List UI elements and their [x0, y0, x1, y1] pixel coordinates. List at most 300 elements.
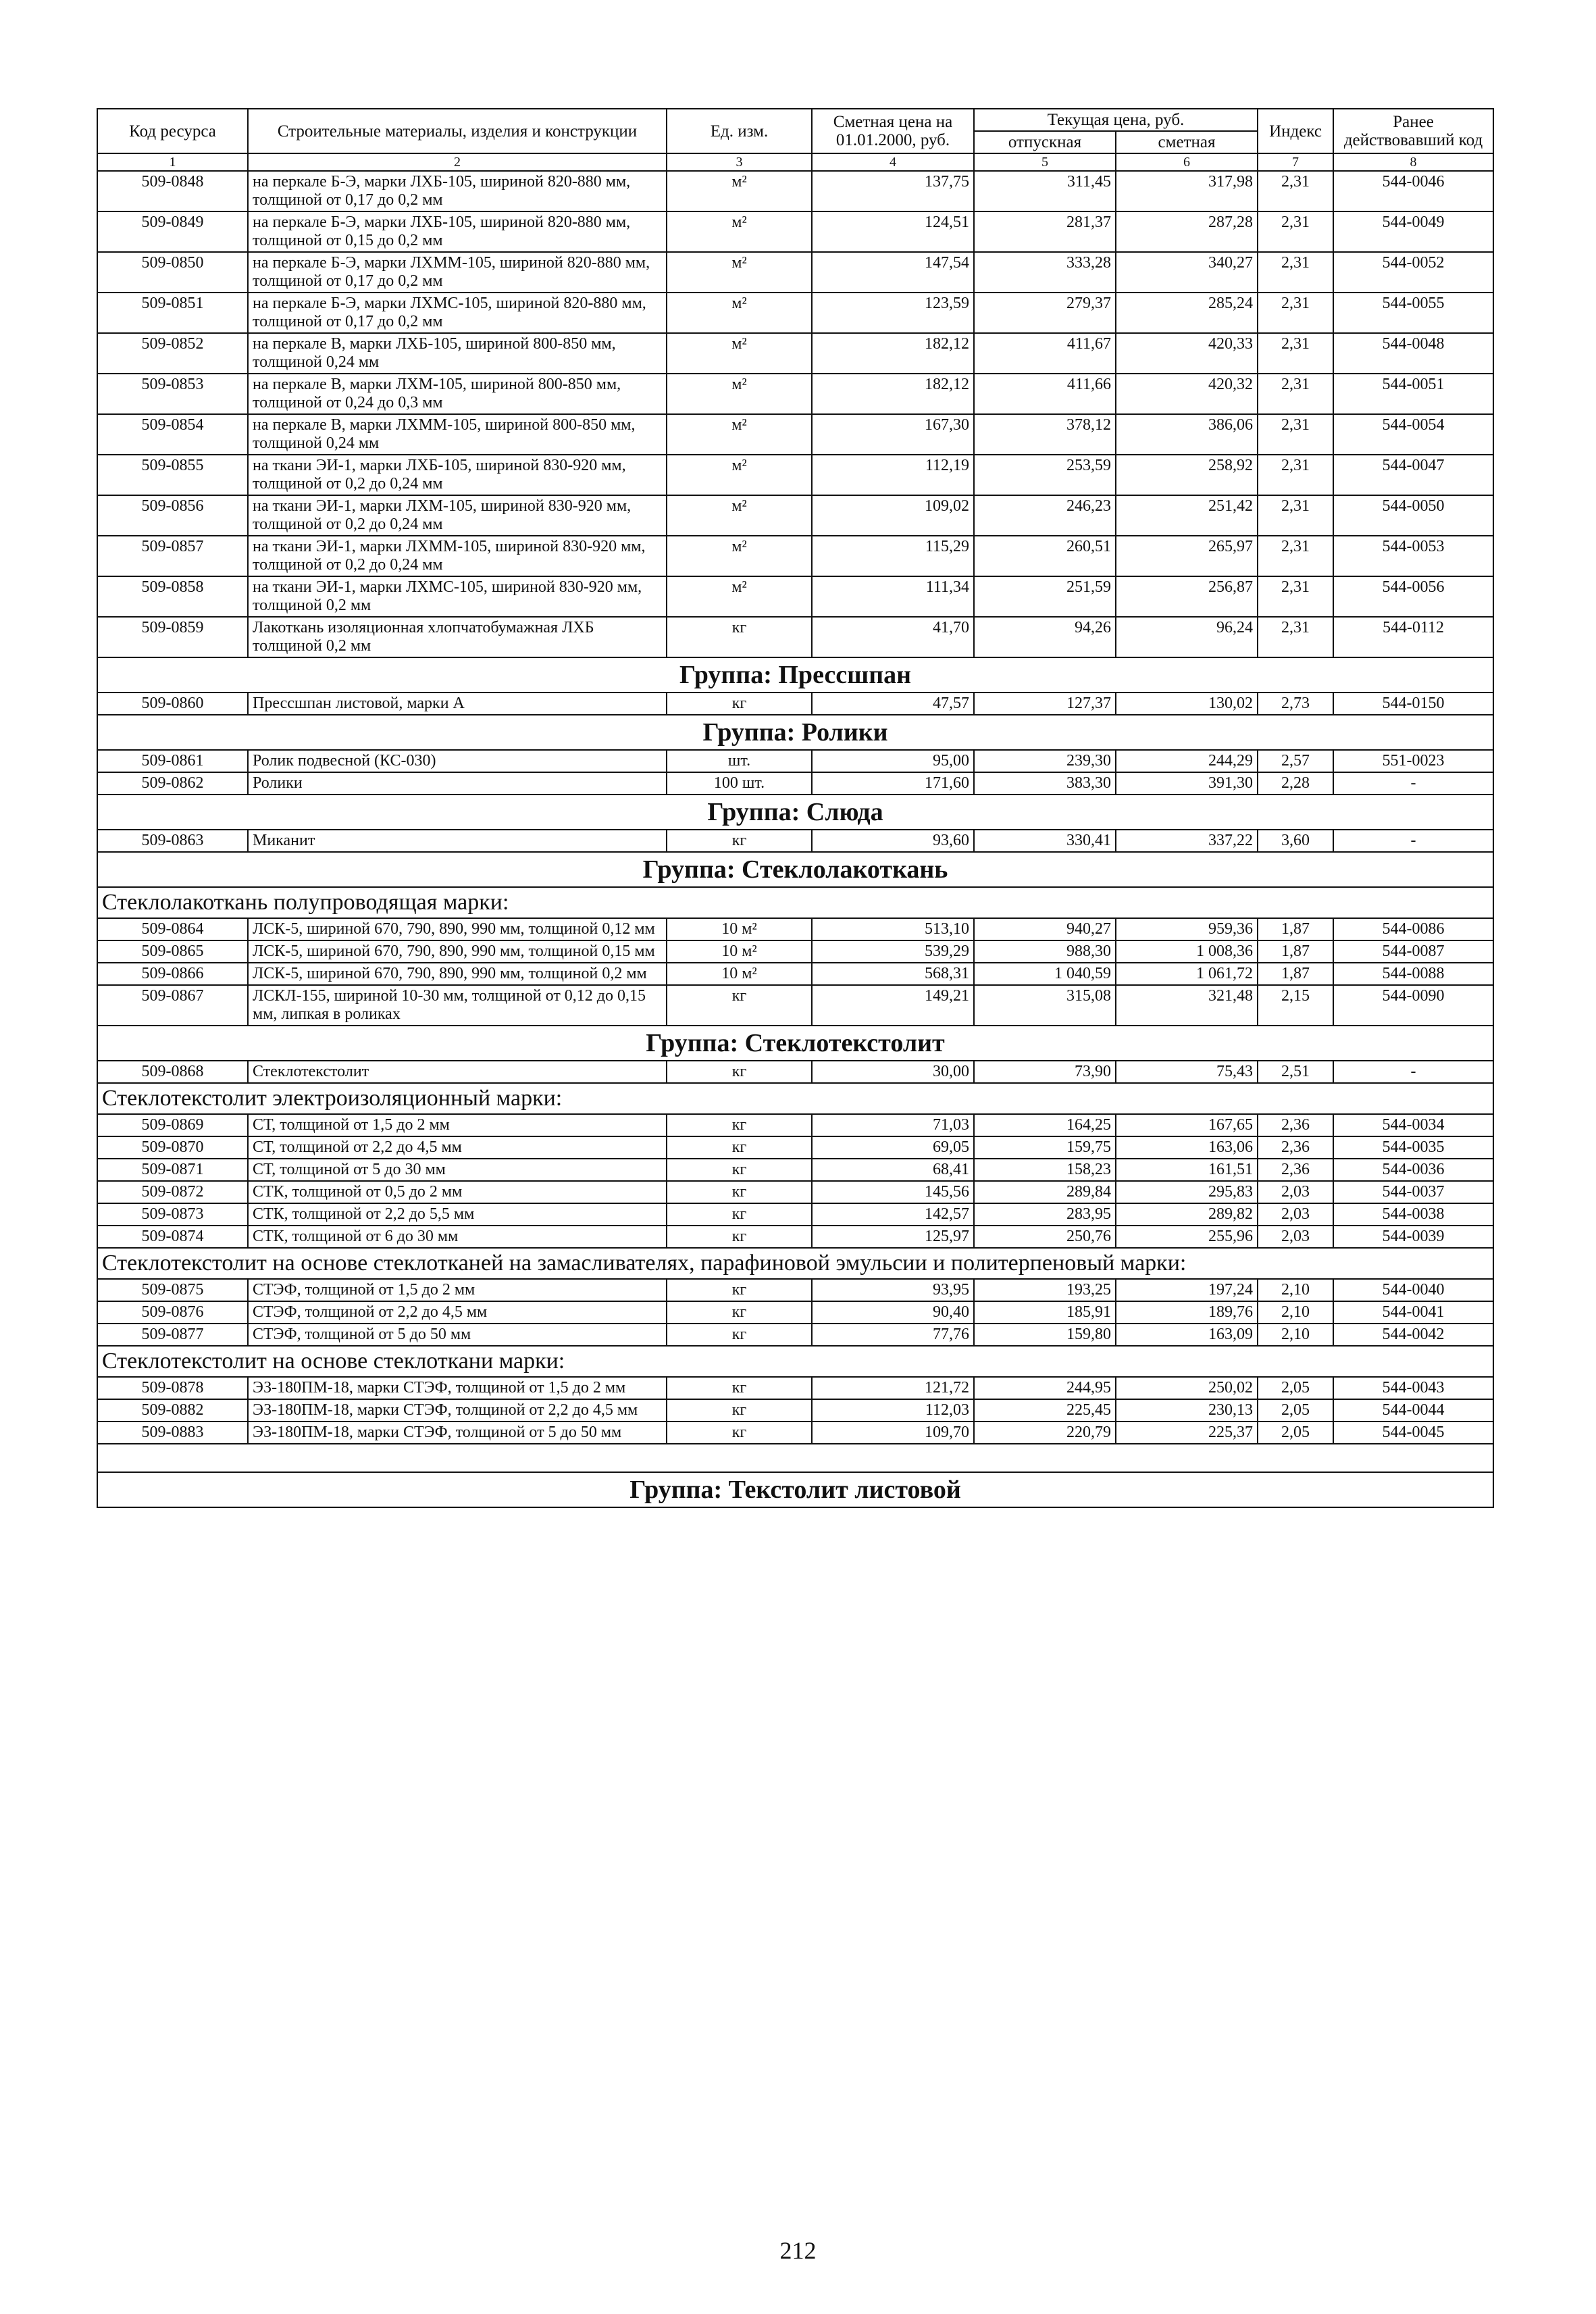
unit: м²	[667, 211, 812, 252]
release-price: 988,30	[974, 940, 1116, 963]
estimate-price: 1 008,36	[1116, 940, 1258, 963]
base-price: 30,00	[812, 1061, 974, 1083]
resource-code: 509-0863	[97, 830, 248, 852]
unit: кг	[667, 1203, 812, 1226]
previous-code: 544-0041	[1333, 1301, 1493, 1324]
table-row	[97, 1399, 1493, 1422]
unit: кг	[667, 1226, 812, 1248]
previous-code: 544-0039	[1333, 1226, 1493, 1248]
column-number: 1	[97, 153, 248, 171]
previous-code: 544-0040	[1333, 1279, 1493, 1301]
table-row	[97, 1301, 1493, 1324]
group-heading: Группа: Прессшпан	[97, 657, 1493, 693]
unit: м²	[667, 455, 812, 495]
group-heading: Группа: Текстолит листовой	[97, 1472, 1493, 1507]
price-index: 1,87	[1258, 940, 1333, 963]
base-price: 539,29	[812, 940, 974, 963]
previous-code: 544-0050	[1333, 495, 1493, 536]
material-name: ЭЗ-180ПМ-18, марки СТЭФ, толщиной от 5 до 50 мм	[248, 1422, 667, 1444]
resource-code: 509-0854	[97, 414, 248, 455]
resource-code: 509-0883	[97, 1422, 248, 1444]
price-index: 2,31	[1258, 374, 1333, 414]
previous-code: 544-0035	[1333, 1136, 1493, 1159]
resource-code: 509-0867	[97, 985, 248, 1026]
estimate-price: 420,32	[1116, 374, 1258, 414]
table-row	[97, 918, 1493, 940]
col-header-code: Код ресурса	[97, 109, 248, 153]
table-row	[97, 576, 1493, 617]
unit: 10 м²	[667, 918, 812, 940]
unit: м²	[667, 414, 812, 455]
release-price: 330,41	[974, 830, 1116, 852]
resource-code: 509-0876	[97, 1301, 248, 1324]
unit: 10 м²	[667, 963, 812, 985]
table-row	[97, 374, 1493, 414]
resource-code: 509-0865	[97, 940, 248, 963]
table-row	[97, 455, 1493, 495]
table-row	[97, 333, 1493, 374]
table-row	[97, 1377, 1493, 1399]
table-row	[97, 693, 1493, 715]
resource-code: 509-0858	[97, 576, 248, 617]
estimate-price: 337,22	[1116, 830, 1258, 852]
price-index: 2,28	[1258, 772, 1333, 795]
col-header-base-price: Сметная цена на 01.01.2000, руб.	[812, 109, 974, 153]
price-index: 2,10	[1258, 1279, 1333, 1301]
resource-code: 509-0850	[97, 252, 248, 293]
unit: кг	[667, 617, 812, 657]
resource-code: 509-0856	[97, 495, 248, 536]
material-name: на перкале В, марки ЛХМ-105, шириной 800-850 мм, толщиной от 0,24 до 0,3 мм	[248, 374, 667, 414]
group-heading: Группа: Стеклолакоткань	[97, 852, 1493, 887]
unit: кг	[667, 1159, 812, 1181]
group-heading-row	[97, 657, 1493, 693]
previous-code: 544-0048	[1333, 333, 1493, 374]
unit: кг	[667, 1279, 812, 1301]
material-name: Ролики	[248, 772, 667, 795]
col-header-current-price: Текущая цена, руб.	[974, 109, 1258, 131]
release-price: 185,91	[974, 1301, 1116, 1324]
estimate-price: 197,24	[1116, 1279, 1258, 1301]
resource-code: 509-0875	[97, 1279, 248, 1301]
material-name: СТЭФ, толщиной от 2,2 до 4,5 мм	[248, 1301, 667, 1324]
column-number: 8	[1333, 153, 1493, 171]
price-index: 2,31	[1258, 293, 1333, 333]
unit: кг	[667, 1061, 812, 1083]
estimate-price: 386,06	[1116, 414, 1258, 455]
table-row	[97, 211, 1493, 252]
column-number: 5	[974, 153, 1116, 171]
estimate-price: 225,37	[1116, 1422, 1258, 1444]
resource-code: 509-0871	[97, 1159, 248, 1181]
unit: кг	[667, 1114, 812, 1136]
estimate-price: 959,36	[1116, 918, 1258, 940]
price-index: 2,31	[1258, 576, 1333, 617]
resource-code: 509-0868	[97, 1061, 248, 1083]
material-name: на перкале В, марки ЛХБ-105, шириной 800-850 мм, толщиной 0,24 мм	[248, 333, 667, 374]
release-price: 158,23	[974, 1159, 1116, 1181]
group-heading: Группа: Стеклотекстолит	[97, 1026, 1493, 1061]
material-name: на ткани ЭИ-1, марки ЛХММ-105, шириной 830-920 мм, толщиной от 0,2 до 0,24 мм	[248, 536, 667, 576]
previous-code: 544-0090	[1333, 985, 1493, 1026]
resource-code: 509-0859	[97, 617, 248, 657]
resource-code: 509-0873	[97, 1203, 248, 1226]
table-row	[97, 772, 1493, 795]
estimate-price: 289,82	[1116, 1203, 1258, 1226]
estimate-price: 251,42	[1116, 495, 1258, 536]
col-header-unit: Ед. изм.	[667, 109, 812, 153]
col-header-index: Индекс	[1258, 109, 1333, 153]
table-row	[97, 414, 1493, 455]
unit: кг	[667, 1136, 812, 1159]
estimate-price: 244,29	[1116, 750, 1258, 772]
release-price: 940,27	[974, 918, 1116, 940]
unit: м²	[667, 576, 812, 617]
unit: м²	[667, 333, 812, 374]
price-index: 2,05	[1258, 1422, 1333, 1444]
table-row	[97, 293, 1493, 333]
material-name: СТК, толщиной от 6 до 30 мм	[248, 1226, 667, 1248]
unit: м²	[667, 293, 812, 333]
material-name: на перкале Б-Э, марки ЛХМС-105, шириной 820-880 мм, толщиной от 0,17 до 0,2 мм	[248, 293, 667, 333]
base-price: 41,70	[812, 617, 974, 657]
group-heading-row	[97, 1026, 1493, 1061]
subgroup-heading	[97, 1444, 1493, 1472]
resource-code: 509-0851	[97, 293, 248, 333]
material-name: на ткани ЭИ-1, марки ЛХМ-105, шириной 830-920 мм, толщиной от 0,2 до 0,24 мм	[248, 495, 667, 536]
release-price: 283,95	[974, 1203, 1116, 1226]
unit: кг	[667, 693, 812, 715]
subgroup-heading: Стеклотекстолит на основе стеклотканей на замасливателях, парафиновой эмульсии и политерпеновый марки:	[97, 1248, 1493, 1279]
release-price: 289,84	[974, 1181, 1116, 1203]
resource-code: 509-0864	[97, 918, 248, 940]
release-price: 315,08	[974, 985, 1116, 1026]
material-name: Стеклотекстолит	[248, 1061, 667, 1083]
table-row	[97, 830, 1493, 852]
estimate-price: 250,02	[1116, 1377, 1258, 1399]
column-number: 7	[1258, 153, 1333, 171]
resource-code: 509-0862	[97, 772, 248, 795]
group-heading-row	[97, 715, 1493, 750]
material-name: СТК, толщиной от 0,5 до 2 мм	[248, 1181, 667, 1203]
subgroup-heading-row	[97, 1346, 1493, 1377]
price-index: 2,57	[1258, 750, 1333, 772]
previous-code: 544-0047	[1333, 455, 1493, 495]
previous-code: 544-0037	[1333, 1181, 1493, 1203]
material-name: СТ, толщиной от 1,5 до 2 мм	[248, 1114, 667, 1136]
material-name: ЭЗ-180ПМ-18, марки СТЭФ, толщиной от 1,5 до 2 мм	[248, 1377, 667, 1399]
base-price: 93,95	[812, 1279, 974, 1301]
release-price: 378,12	[974, 414, 1116, 455]
group-heading: Группа: Ролики	[97, 715, 1493, 750]
unit: м²	[667, 536, 812, 576]
base-price: 125,97	[812, 1226, 974, 1248]
resource-code: 509-0860	[97, 693, 248, 715]
material-name: на перкале Б-Э, марки ЛХММ-105, шириной 820-880 мм, толщиной от 0,17 до 0,2 мм	[248, 252, 667, 293]
base-price: 171,60	[812, 772, 974, 795]
estimate-price: 295,83	[1116, 1181, 1258, 1203]
price-index: 2,31	[1258, 495, 1333, 536]
estimate-price: 317,98	[1116, 171, 1258, 211]
estimate-price: 163,06	[1116, 1136, 1258, 1159]
price-index: 2,36	[1258, 1114, 1333, 1136]
previous-code: 544-0046	[1333, 171, 1493, 211]
base-price: 167,30	[812, 414, 974, 455]
release-price: 279,37	[974, 293, 1116, 333]
price-index: 2,05	[1258, 1399, 1333, 1422]
material-name: СТК, толщиной от 2,2 до 5,5 мм	[248, 1203, 667, 1226]
price-index: 2,10	[1258, 1301, 1333, 1324]
material-name: СТЭФ, толщиной от 1,5 до 2 мм	[248, 1279, 667, 1301]
unit: кг	[667, 1422, 812, 1444]
resource-code: 509-0882	[97, 1399, 248, 1422]
table-row	[97, 495, 1493, 536]
price-index: 2,31	[1258, 617, 1333, 657]
release-price: 239,30	[974, 750, 1116, 772]
price-index: 2,36	[1258, 1136, 1333, 1159]
table-row	[97, 750, 1493, 772]
group-heading-row	[97, 1472, 1493, 1507]
table-row	[97, 1226, 1493, 1248]
release-price: 251,59	[974, 576, 1116, 617]
base-price: 147,54	[812, 252, 974, 293]
release-price: 225,45	[974, 1399, 1116, 1422]
unit: 100 шт.	[667, 772, 812, 795]
material-name: Миканит	[248, 830, 667, 852]
subgroup-heading-row	[97, 887, 1493, 918]
unit: шт.	[667, 750, 812, 772]
release-price: 253,59	[974, 455, 1116, 495]
previous-code: 544-0052	[1333, 252, 1493, 293]
table-row	[97, 940, 1493, 963]
base-price: 47,57	[812, 693, 974, 715]
previous-code: 551-0023	[1333, 750, 1493, 772]
base-price: 568,31	[812, 963, 974, 985]
table-row	[97, 252, 1493, 293]
price-index: 2,36	[1258, 1159, 1333, 1181]
previous-code: 544-0043	[1333, 1377, 1493, 1399]
material-name: ЛСК-5, шириной 670, 790, 890, 990 мм, толщиной 0,2 мм	[248, 963, 667, 985]
material-name: СТ, толщиной от 2,2 до 4,5 мм	[248, 1136, 667, 1159]
unit: м²	[667, 495, 812, 536]
table-row	[97, 985, 1493, 1026]
estimate-price: 75,43	[1116, 1061, 1258, 1083]
previous-code: 544-0055	[1333, 293, 1493, 333]
release-price: 246,23	[974, 495, 1116, 536]
base-price: 71,03	[812, 1114, 974, 1136]
previous-code: 544-0087	[1333, 940, 1493, 963]
estimate-price: 96,24	[1116, 617, 1258, 657]
price-index: 2,73	[1258, 693, 1333, 715]
col-header-estimate: сметная	[1116, 131, 1258, 153]
column-number: 3	[667, 153, 812, 171]
header-row	[97, 109, 1493, 131]
material-name: на перкале В, марки ЛХММ-105, шириной 800-850 мм, толщиной 0,24 мм	[248, 414, 667, 455]
estimate-price: 287,28	[1116, 211, 1258, 252]
unit: м²	[667, 171, 812, 211]
price-index: 2,31	[1258, 536, 1333, 576]
price-index: 2,31	[1258, 333, 1333, 374]
table-row	[97, 536, 1493, 576]
base-price: 93,60	[812, 830, 974, 852]
base-price: 68,41	[812, 1159, 974, 1181]
base-price: 90,40	[812, 1301, 974, 1324]
resource-code: 509-0877	[97, 1324, 248, 1346]
base-price: 142,57	[812, 1203, 974, 1226]
table-row	[97, 1061, 1493, 1083]
base-price: 513,10	[812, 918, 974, 940]
resource-code: 509-0872	[97, 1181, 248, 1203]
subgroup-heading: Стеклотекстолит на основе стеклоткани марки:	[97, 1346, 1493, 1377]
release-price: 220,79	[974, 1422, 1116, 1444]
unit: кг	[667, 1399, 812, 1422]
base-price: 109,02	[812, 495, 974, 536]
material-name: СТЭФ, толщиной от 5 до 50 мм	[248, 1324, 667, 1346]
column-number: 6	[1116, 153, 1258, 171]
release-price: 281,37	[974, 211, 1116, 252]
unit: м²	[667, 252, 812, 293]
release-price: 260,51	[974, 536, 1116, 576]
estimate-price: 255,96	[1116, 1226, 1258, 1248]
resource-code: 509-0878	[97, 1377, 248, 1399]
resource-code: 509-0857	[97, 536, 248, 576]
base-price: 77,76	[812, 1324, 974, 1346]
col-header-prev-code: Ранее действовавший код	[1333, 109, 1493, 153]
col-header-release: отпускная	[974, 131, 1116, 153]
estimate-price: 256,87	[1116, 576, 1258, 617]
material-name: Лакоткань изоляционная хлопчатобумажная ЛХБ толщиной 0,2 мм	[248, 617, 667, 657]
price-index: 2,31	[1258, 252, 1333, 293]
table-row	[97, 1181, 1493, 1203]
base-price: 112,03	[812, 1399, 974, 1422]
previous-code: 544-0045	[1333, 1422, 1493, 1444]
resource-code: 509-0861	[97, 750, 248, 772]
unit: кг	[667, 1324, 812, 1346]
material-name: ЭЗ-180ПМ-18, марки СТЭФ, толщиной от 2,2 до 4,5 мм	[248, 1399, 667, 1422]
release-price: 193,25	[974, 1279, 1116, 1301]
previous-code: 544-0051	[1333, 374, 1493, 414]
group-heading-row	[97, 795, 1493, 830]
estimate-price: 1 061,72	[1116, 963, 1258, 985]
material-name: ЛСК-5, шириной 670, 790, 890, 990 мм, толщиной 0,15 мм	[248, 940, 667, 963]
group-heading: Группа: Слюда	[97, 795, 1493, 830]
resource-code: 509-0866	[97, 963, 248, 985]
base-price: 69,05	[812, 1136, 974, 1159]
base-price: 149,21	[812, 985, 974, 1026]
material-name: ЛСКЛ-155, шириной 10-30 мм, толщиной от 0,12 до 0,15 мм, липкая в роликах	[248, 985, 667, 1026]
estimate-price: 189,76	[1116, 1301, 1258, 1324]
material-name: на ткани ЭИ-1, марки ЛХМС-105, шириной 830-920 мм, толщиной 0,2 мм	[248, 576, 667, 617]
column-number: 2	[248, 153, 667, 171]
group-heading-row	[97, 852, 1493, 887]
base-price: 124,51	[812, 211, 974, 252]
table-row	[97, 1422, 1493, 1444]
material-name: Прессшпан листовой, марки А	[248, 693, 667, 715]
previous-code: -	[1333, 772, 1493, 795]
price-index: 2,05	[1258, 1377, 1333, 1399]
previous-code: 544-0044	[1333, 1399, 1493, 1422]
estimate-price: 258,92	[1116, 455, 1258, 495]
base-price: 145,56	[812, 1181, 974, 1203]
release-price: 244,95	[974, 1377, 1116, 1399]
price-index: 2,15	[1258, 985, 1333, 1026]
resource-code: 509-0849	[97, 211, 248, 252]
release-price: 311,45	[974, 171, 1116, 211]
material-name: на ткани ЭИ-1, марки ЛХБ-105, шириной 830-920 мм, толщиной от 0,2 до 0,24 мм	[248, 455, 667, 495]
unit: кг	[667, 1181, 812, 1203]
previous-code: 544-0034	[1333, 1114, 1493, 1136]
table-row	[97, 1324, 1493, 1346]
estimate-price: 420,33	[1116, 333, 1258, 374]
resource-code: 509-0870	[97, 1136, 248, 1159]
price-index: 2,10	[1258, 1324, 1333, 1346]
resource-code: 509-0848	[97, 171, 248, 211]
release-price: 94,26	[974, 617, 1116, 657]
estimate-price: 391,30	[1116, 772, 1258, 795]
release-price: 127,37	[974, 693, 1116, 715]
release-price: 411,66	[974, 374, 1116, 414]
price-index: 2,31	[1258, 414, 1333, 455]
release-price: 250,76	[974, 1226, 1116, 1248]
previous-code: 544-0038	[1333, 1203, 1493, 1226]
table-body	[97, 171, 1493, 1507]
price-index: 2,03	[1258, 1226, 1333, 1248]
previous-code: 544-0049	[1333, 211, 1493, 252]
estimate-price: 167,65	[1116, 1114, 1258, 1136]
release-price: 333,28	[974, 252, 1116, 293]
base-price: 121,72	[812, 1377, 974, 1399]
column-number: 4	[812, 153, 974, 171]
unit: 10 м²	[667, 940, 812, 963]
subgroup-heading: Стеклотекстолит электроизоляционный марки:	[97, 1083, 1493, 1114]
price-index: 3,60	[1258, 830, 1333, 852]
previous-code: 544-0042	[1333, 1324, 1493, 1346]
table-row	[97, 1279, 1493, 1301]
estimate-price: 163,09	[1116, 1324, 1258, 1346]
previous-code: 544-0053	[1333, 536, 1493, 576]
price-index: 2,31	[1258, 171, 1333, 211]
price-index: 2,51	[1258, 1061, 1333, 1083]
estimate-price: 161,51	[1116, 1159, 1258, 1181]
base-price: 182,12	[812, 374, 974, 414]
unit: кг	[667, 985, 812, 1026]
price-index: 1,87	[1258, 918, 1333, 940]
price-index: 1,87	[1258, 963, 1333, 985]
material-name: СТ, толщиной от 5 до 30 мм	[248, 1159, 667, 1181]
base-price: 137,75	[812, 171, 974, 211]
estimate-price: 340,27	[1116, 252, 1258, 293]
price-table	[97, 108, 1494, 1508]
previous-code: -	[1333, 830, 1493, 852]
unit: кг	[667, 1301, 812, 1324]
resource-code: 509-0869	[97, 1114, 248, 1136]
col-header-name: Строительные материалы, изделия и конструкции	[248, 109, 667, 153]
subgroup-heading-row	[97, 1444, 1493, 1472]
previous-code: 544-0150	[1333, 693, 1493, 715]
base-price: 123,59	[812, 293, 974, 333]
base-price: 109,70	[812, 1422, 974, 1444]
previous-code: 544-0056	[1333, 576, 1493, 617]
material-name: ЛСК-5, шириной 670, 790, 890, 990 мм, толщиной 0,12 мм	[248, 918, 667, 940]
release-price: 411,67	[974, 333, 1116, 374]
price-index: 2,03	[1258, 1203, 1333, 1226]
price-index: 2,31	[1258, 211, 1333, 252]
base-price: 111,34	[812, 576, 974, 617]
release-price: 73,90	[974, 1061, 1116, 1083]
release-price: 383,30	[974, 772, 1116, 795]
resource-code: 509-0853	[97, 374, 248, 414]
price-index: 2,31	[1258, 455, 1333, 495]
